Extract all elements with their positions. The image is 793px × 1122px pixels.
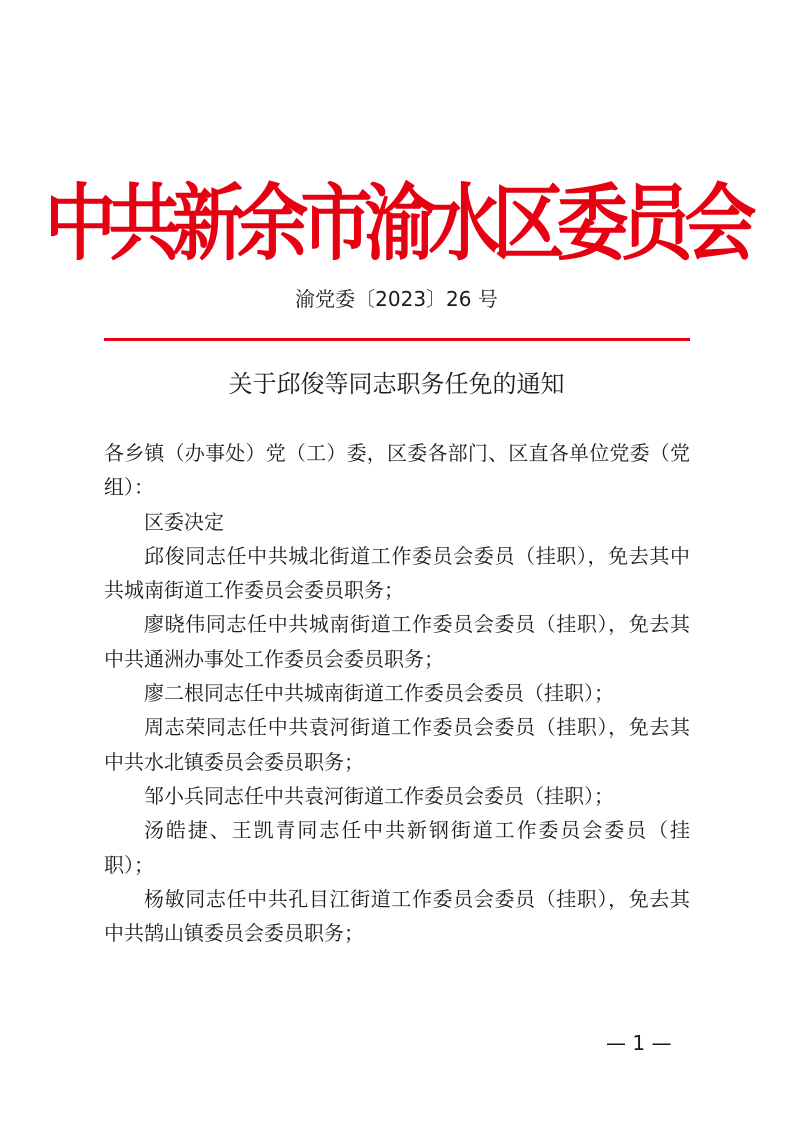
paragraph: 廖晓伟同志任中共城南街道工作委员会委员（挂职），免去其中共通洲办事处工作委员会委员职务； [104, 612, 690, 671]
paragraph: 杨敏同志任中共孔目江街道工作委员会委员（挂职），免去其中共鹄山镇委员会委员职务； [104, 886, 690, 946]
paragraph: 汤皓捷、王凯青同志任中共新钢街道工作委员会委员（挂职）； [104, 818, 690, 877]
red-separator-line [104, 338, 690, 341]
addressee: 各乡镇（办事处）党（工）委，区委各部门、区直各单位党委（党组）： [104, 441, 690, 500]
paragraph: 邹小兵同志任中共袁河街道工作委员会委员（挂职）； [144, 783, 614, 808]
paragraph: 周志荣同志任中共袁河街道工作委员会委员（挂职），免去其中共水北镇委员会委员职务； [104, 715, 690, 774]
page-number: — 1 — [606, 1031, 672, 1055]
masthead-org-name: 中共新余市渝水区委员会 [44, 173, 749, 272]
document-number: 渝党委〔2023〕26 号 [295, 287, 498, 311]
document-title: 关于邱俊等同志职务任免的通知 [228, 370, 565, 398]
paragraph: 邱俊同志任中共城北街道工作委员会委员（挂职），免去其中共城南街道工作委员会委员职务； [104, 543, 690, 603]
document-body [104, 436, 690, 950]
paragraph: 区委决定 [144, 509, 224, 534]
paragraph: 廖二根同志任中共城南街道工作委员会委员（挂职）； [144, 681, 614, 706]
